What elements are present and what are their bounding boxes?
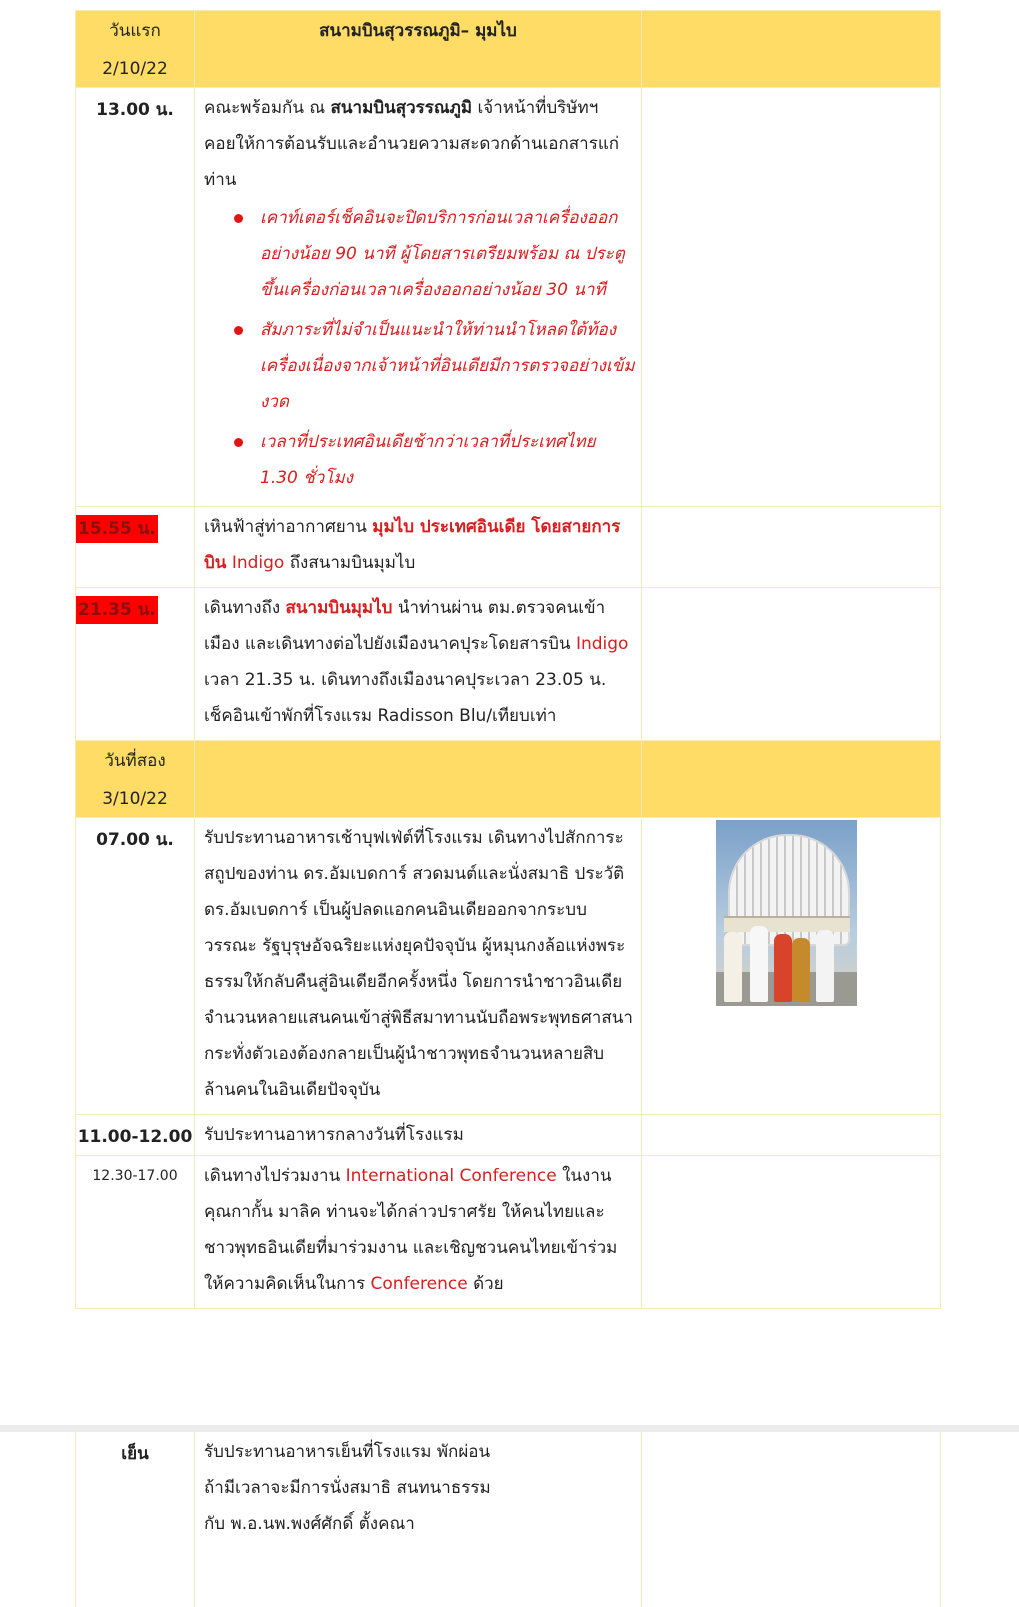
day1-label-cell — [76, 11, 195, 88]
day2-label-cell — [76, 741, 195, 818]
text: เดินทางถึง — [204, 598, 286, 618]
text: เจ้าหน้าที่บริษัทฯ คอยให้การต้อนรับและอำนวยความสะดวกด้านเอกสารแก่ท่าน — [204, 98, 620, 190]
description-cell — [195, 818, 642, 1115]
time-label: เย็น — [121, 1444, 149, 1464]
airline: Indigo — [575, 634, 629, 654]
description-cell — [195, 88, 642, 507]
empty-cell — [642, 1156, 941, 1309]
description-cell — [195, 1156, 642, 1309]
text: ถึงสนามบินมุมไบ — [284, 553, 416, 573]
table-row — [76, 507, 941, 588]
empty-cell — [642, 1115, 941, 1156]
event-name: International Conference — [345, 1166, 557, 1186]
time-label-highlight: 21.35 น. — [76, 596, 158, 624]
photo-person — [724, 932, 742, 1002]
description: รับประทานอาหารเช้าบุฟเฟ่ต์ที่โรงแรม เดินทางไปสักการะสถูปของท่าน ดร.อัมเบดการ์ สวดมนต์และนั่งสมาธิ ประวัติ ดร.อัมเบดการ์ เป็นผู้ปลดแอกคนอินเดียออกจากระบบวรรณะ รัฐบุรุษอัจฉริยะแห่งยุคปัจจุบัน ผู้หมุนกงล้อแห่งพระธรรมให้กลับคืนสู่อินเดียอีกครั้งหนึ่ง โดยการนำชาวอินเดียจำนวนหลายแสนคนเข้าสู่พิธีสมาทานนับถือพระพุทธศาสนา กระทั่งตัวเองต้องกลายเป็นผู้นำชาวพุทธจำนวนหลายสิบล้านคนในอินเดียปัจจุบัน — [204, 828, 633, 1100]
text-line: ถ้ามีเวลาจะมีการนั่งสมาธิ สนทนาธรรม — [204, 1478, 491, 1498]
empty-cell — [642, 1432, 941, 1607]
list-item: เคาท์เตอร์เช็คอินจะปิดบริการก่อนเวลาเครื่องออกอย่างน้อย 90 นาที ผู้โดยสารเตรียมพร้อม ณ ประตูขึ้นเครื่องก่อนเวลาเครื่องออกอย่างน้อย 30 นาที — [260, 200, 635, 308]
itinerary-table-continued — [75, 1432, 941, 1607]
itinerary-table — [75, 10, 941, 1309]
photo-person — [816, 930, 834, 1002]
time-label: 12.30-17.00 — [92, 1168, 178, 1184]
stupa-group-photo — [716, 820, 857, 1006]
day2-date: 3/10/22 — [102, 789, 168, 809]
text: เดินทางไปร่วมงาน — [204, 1166, 346, 1186]
table-row — [76, 818, 941, 1115]
day2-header-row — [76, 741, 941, 818]
description — [195, 88, 641, 506]
text: เวลา 21.35 น. เดินทางถึงเมืองนาคปุระเวลา 23.05 น. เช็คอินเข้าพักที่โรงแรม Radisson Blu/เทียบเท่า — [204, 670, 607, 726]
time-cell — [76, 1115, 195, 1156]
day2-label: วันที่สอง — [104, 751, 166, 771]
text: คณะพร้อมกัน ณ — [204, 98, 331, 118]
list-item: เวลาที่ประเทศอินเดียช้ากว่าเวลาที่ประเทศไทย 1.30 ชั่วโมง — [260, 424, 635, 496]
day1-date: 2/10/22 — [102, 59, 168, 79]
photo-person — [792, 938, 810, 1002]
bold-place: สนามบินมุมไบ — [285, 598, 393, 618]
day1-empty-cell — [642, 11, 941, 88]
list-item: สัมภาระที่ไม่จำเป็นแนะนำให้ท่านนำโหลดใต้ท้องเครื่องเนื่องจากเจ้าหน้าที่อินเดียมีการตรวจอย่างเข้มงวด — [260, 312, 635, 420]
day1-title-cell — [195, 11, 642, 88]
description: รับประทานอาหารกลางวันที่โรงแรม — [204, 1125, 464, 1145]
table-row — [76, 1432, 941, 1607]
description — [195, 507, 641, 587]
day2-title-cell — [195, 741, 642, 818]
time-label-highlight: 15.55 น. — [76, 515, 158, 543]
time-label: 07.00 น. — [96, 830, 174, 850]
time-cell — [76, 507, 195, 588]
time-cell — [76, 1156, 195, 1309]
photo-cell — [642, 818, 941, 1115]
table-row — [76, 1156, 941, 1309]
text: เหินฟ้าสู่ท่าอากาศยาน — [204, 517, 373, 537]
time-label: 13.00 น. — [96, 100, 174, 120]
text: นำท่านผ่าน ตม.ตรวจคนเข้าเมือง และเดินทางต่อไปยังเมืองนาคปุระโดยสารบิน — [204, 598, 606, 654]
empty-cell — [642, 507, 941, 588]
description — [195, 1156, 641, 1308]
description-cell — [195, 1432, 642, 1607]
description — [195, 588, 641, 740]
description-cell — [195, 588, 642, 741]
text-line: กับ พ.อ.นพ.พงศ์ศักดิ์ ตั้งคณา — [204, 1514, 415, 1534]
table-row — [76, 588, 941, 741]
day1-label: วันแรก — [109, 21, 161, 41]
day1-header-row — [76, 11, 941, 88]
photo-person — [774, 934, 792, 1002]
event-name: Conference — [370, 1274, 468, 1294]
photo-band — [724, 916, 850, 932]
itinerary-page-2 — [0, 1432, 1019, 1607]
table-row — [76, 88, 941, 507]
time-cell — [76, 88, 195, 507]
day1-title: สนามบินสุวรรณภูมิ– มุมไบ — [319, 21, 517, 41]
day2-empty-cell — [642, 741, 941, 818]
time-cell — [76, 1432, 195, 1607]
description-cell — [195, 1115, 642, 1156]
text: ในงาน คุณกากั้น มาลิค ท่านจะได้กล่าวปราศรัย ให้คนไทยและชาวพุทธอินเดียที่มาร่วมงาน และเชิญชวนคนไทยเข้าร่วมให้ความคิดเห็นในการ — [204, 1166, 618, 1294]
page-separator — [0, 1425, 1019, 1432]
bold-place: มุมไบ ประเทศอินเดีย โดยสายการบิน — [204, 517, 621, 573]
empty-cell — [642, 88, 941, 507]
time-cell — [76, 588, 195, 741]
photo-person — [750, 926, 768, 1002]
time-cell — [76, 818, 195, 1115]
bold-place: สนามบินสุวรรณภูมิ — [330, 98, 473, 118]
table-row — [76, 1115, 941, 1156]
airline: Indigo — [226, 553, 285, 573]
empty-cell — [642, 588, 941, 741]
notes-list — [204, 200, 635, 496]
text-line: รับประทานอาหารเย็นที่โรงแรม พักผ่อน — [204, 1442, 491, 1462]
text: ด้วย — [467, 1274, 504, 1294]
description-cell — [195, 507, 642, 588]
description — [195, 1432, 641, 1548]
time-label: 11.00-12.00 — [77, 1127, 193, 1147]
